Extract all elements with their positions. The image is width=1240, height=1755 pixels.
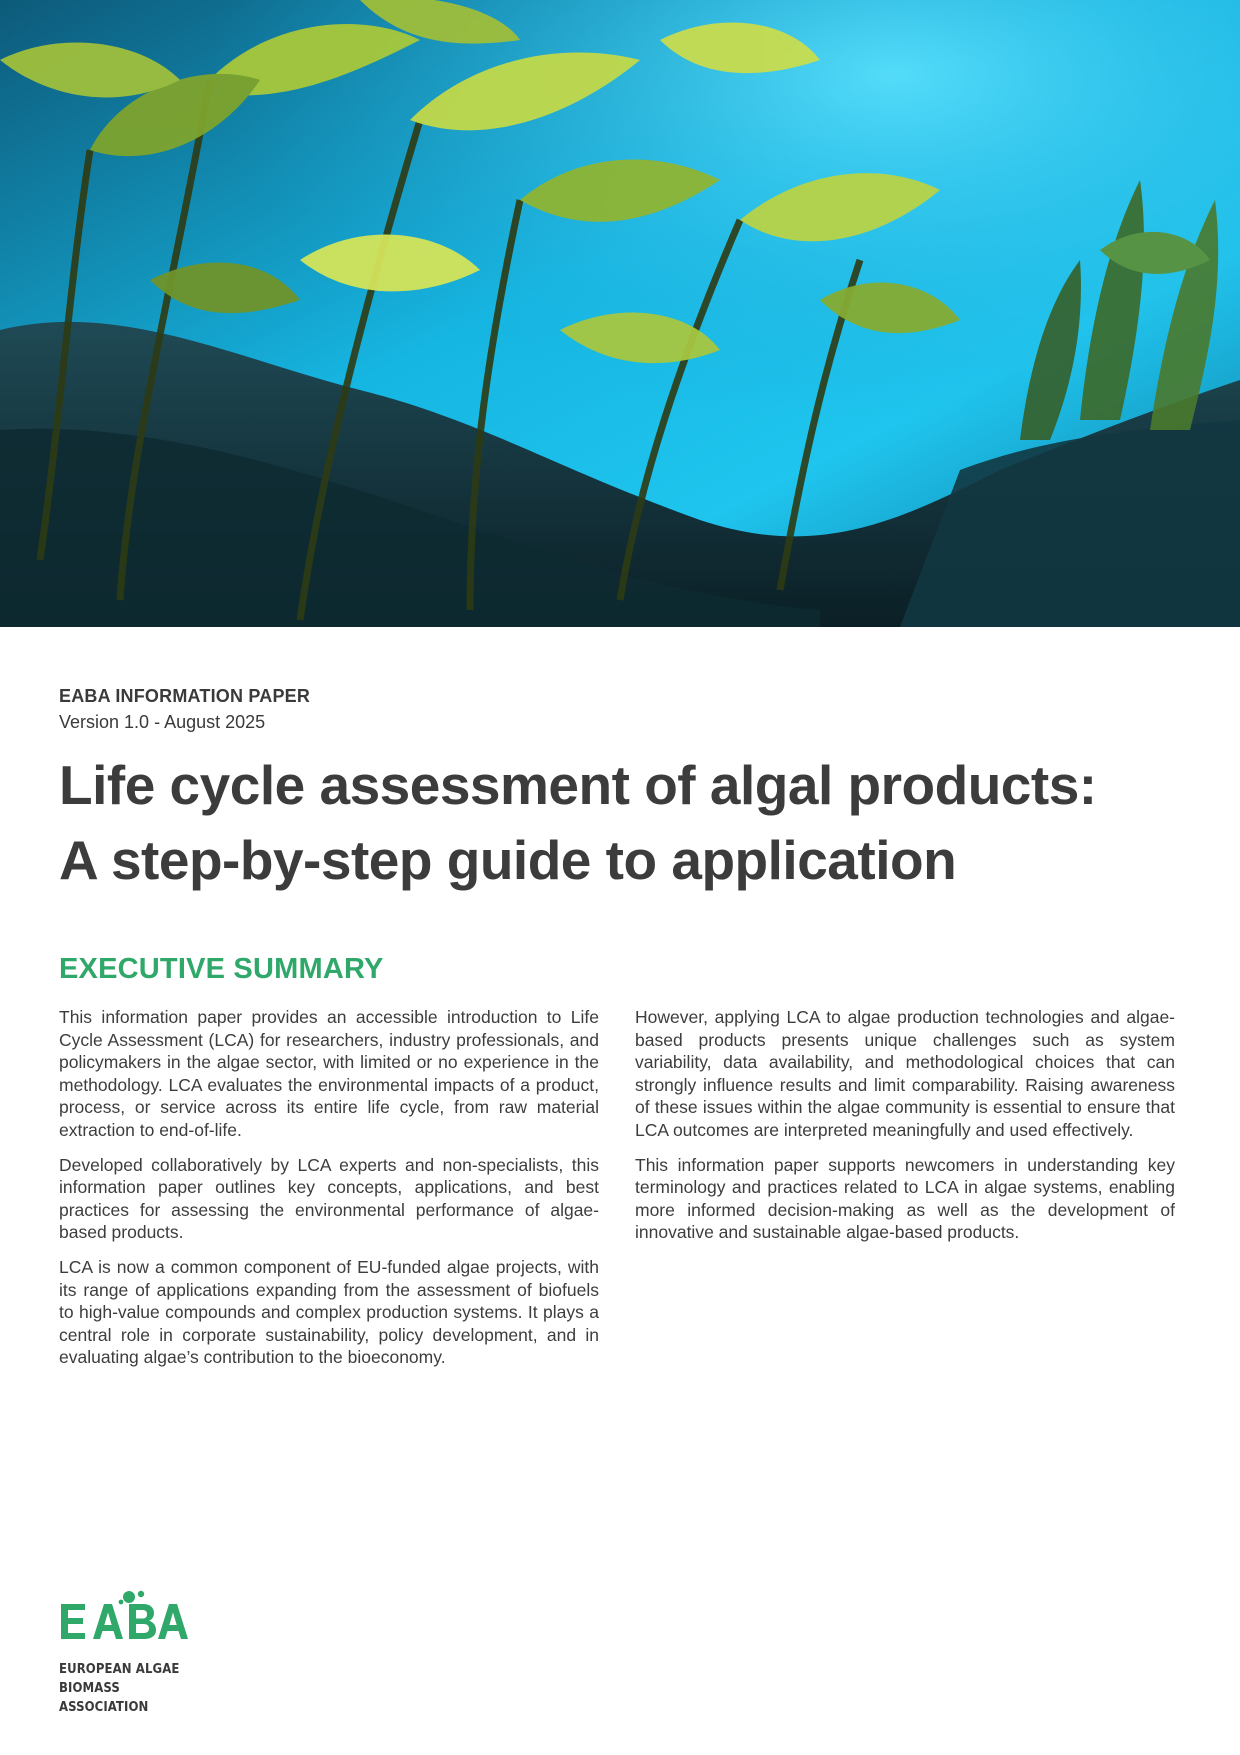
paper-type-label: EABA INFORMATION PAPER (59, 686, 311, 706)
logo-line-2: BIOMASS ASSOCIATION (59, 1681, 149, 1715)
eaba-wordmark-icon (59, 1590, 189, 1646)
eaba-logo (59, 1590, 209, 1715)
hero-kelp-image (0, 0, 1240, 627)
summary-paragraph: However, applying LCA to algae production technologies and algae-based products presents unique challenges such as system variability, data availability, and methodological choices that can strongly influence results and limit comparability. Raising awareness of these issues within the algae community is essential to ensure that LCA outcomes are interpreted meaningfully and used effectively. (635, 1007, 1175, 1140)
page-title (59, 748, 1189, 898)
summary-right-column (635, 1006, 1175, 1256)
executive-summary-heading: EXECUTIVE SUMMARY (59, 953, 384, 985)
summary-paragraph: Developed collaboratively by LCA experts and non-specialists, this information paper outlines key concepts, applications, and best practices for assessing the environmental performance of algae-based products. (59, 1154, 599, 1243)
kelp-forest-illustration (0, 0, 1240, 627)
summary-left-column (59, 1006, 599, 1381)
paper-version: Version 1.0 - August 2025 (59, 712, 266, 732)
logo-subtitle (59, 1660, 209, 1717)
logo-line-1: EUROPEAN ALGAE (59, 1662, 180, 1677)
title-line-2: A step-by-step guide to application (59, 829, 957, 891)
summary-paragraph: LCA is now a common component of EU-funded algae projects, with its range of applications expanding from the assessment of biofuels to high-value compounds and complex production systems. It plays a central role in corporate sustainability, policy development, and in evaluating algae’s contribution to the bioeconomy. (59, 1256, 599, 1368)
summary-paragraph: This information paper supports newcomers in understanding key terminology and practices related to LCA in algae systems, enabling more informed decision-making as well as the development of innovative and sustainable algae-based products. (635, 1154, 1175, 1243)
summary-paragraph: This information paper provides an accessible introduction to Life Cycle Assessment (LCA) for researchers, industry professionals, and policymakers in the algae sector, with limited or no experience in the methodology. LCA evaluates the environmental impacts of a product, process, or service across its entire life cycle, from raw material extraction to end-of-life. (59, 1007, 599, 1140)
title-line-1: Life cycle assessment of algal products: (59, 754, 1097, 816)
